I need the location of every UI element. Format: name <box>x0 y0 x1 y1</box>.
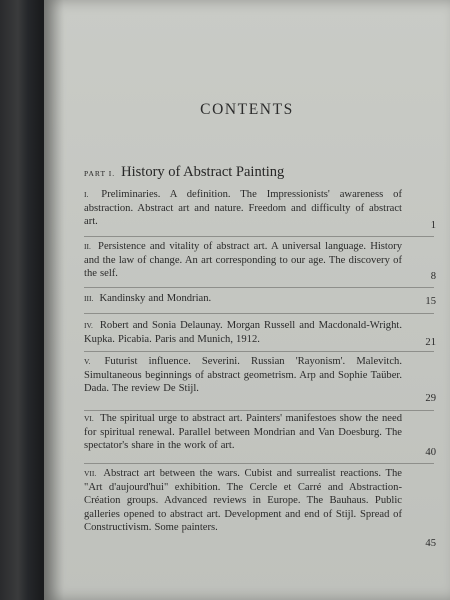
divider <box>84 410 434 411</box>
chapter-summary: Robert and Sonia Delaunay. Morgan Russell and Macdonald-Wright. Kupka. Picabia. Paris and Munich, 1912. <box>84 320 402 345</box>
chapter-number: V. <box>84 357 91 366</box>
toc-entry-1 <box>84 188 402 229</box>
chapter-summary: Preliminaries. A definition. The Impressionists' awareness of abstraction. Abstract art and nature. Freedom and difficulty of abstract art. <box>84 189 402 228</box>
chapter-summary: Futurist influence. Severini. Russian 'Rayonism'. Malevitch. Simultaneous beginnings of abstract geometrism. Arp and Sophie Taüber. Dada. The review De Stijl. <box>84 356 402 395</box>
toc-entry-5 <box>84 355 402 396</box>
page-number: 29 <box>425 393 436 404</box>
part-title: History of Abstract Painting <box>121 164 285 180</box>
divider <box>84 236 434 237</box>
spine-shadow <box>44 0 64 600</box>
chapter-summary: Persistence and vitality of abstract art. A universal language. History and the law of change. An art corresponding to our age. The discovery of the self. <box>84 241 402 280</box>
page-number: 40 <box>425 447 436 458</box>
toc-entry-7 <box>84 467 402 535</box>
page-number: 21 <box>425 337 436 348</box>
divider <box>84 351 434 352</box>
chapter-number: III. <box>84 294 94 303</box>
chapter-number: II. <box>84 242 91 251</box>
page-number: 15 <box>425 296 436 307</box>
part-heading <box>84 163 284 181</box>
page-number: 8 <box>430 271 436 282</box>
chapter-number: I. <box>84 190 89 199</box>
page-number: 1 <box>430 220 436 231</box>
chapter-summary: Abstract art between the wars. Cubist and surrealist reactions. The "Art d'aujourd'hui" exhibition. The Cercle et Carré and Abstraction-Création groups. Advanced reviews in Europe. The Bauhaus. Public galleries opened to abstract art. Development and end of Stijl. Spread of Constructivism. Some painters. <box>84 468 402 534</box>
toc-entry-3 <box>84 292 402 306</box>
chapter-number: IV. <box>84 321 93 330</box>
part-label: PART I. <box>84 169 116 178</box>
divider <box>84 287 434 288</box>
chapter-summary: Kandinsky and Mondrian. <box>99 293 212 304</box>
toc-entry-6 <box>84 412 402 453</box>
toc-entry-2 <box>84 240 402 281</box>
page-title: CONTENTS <box>200 101 294 118</box>
chapter-number: VII. <box>84 469 97 478</box>
toc-entry-4 <box>84 319 402 346</box>
divider <box>84 313 434 314</box>
chapter-number: VI. <box>84 414 94 423</box>
chapter-summary: The spiritual urge to abstract art. Painters' manifestoes show the need for spiritual renewal. Parallel between Mondrian and Van Doesburg. The spectator's share in the work of art. <box>84 413 402 452</box>
page-number: 45 <box>425 538 436 549</box>
book-page <box>44 0 450 600</box>
divider <box>84 463 434 464</box>
